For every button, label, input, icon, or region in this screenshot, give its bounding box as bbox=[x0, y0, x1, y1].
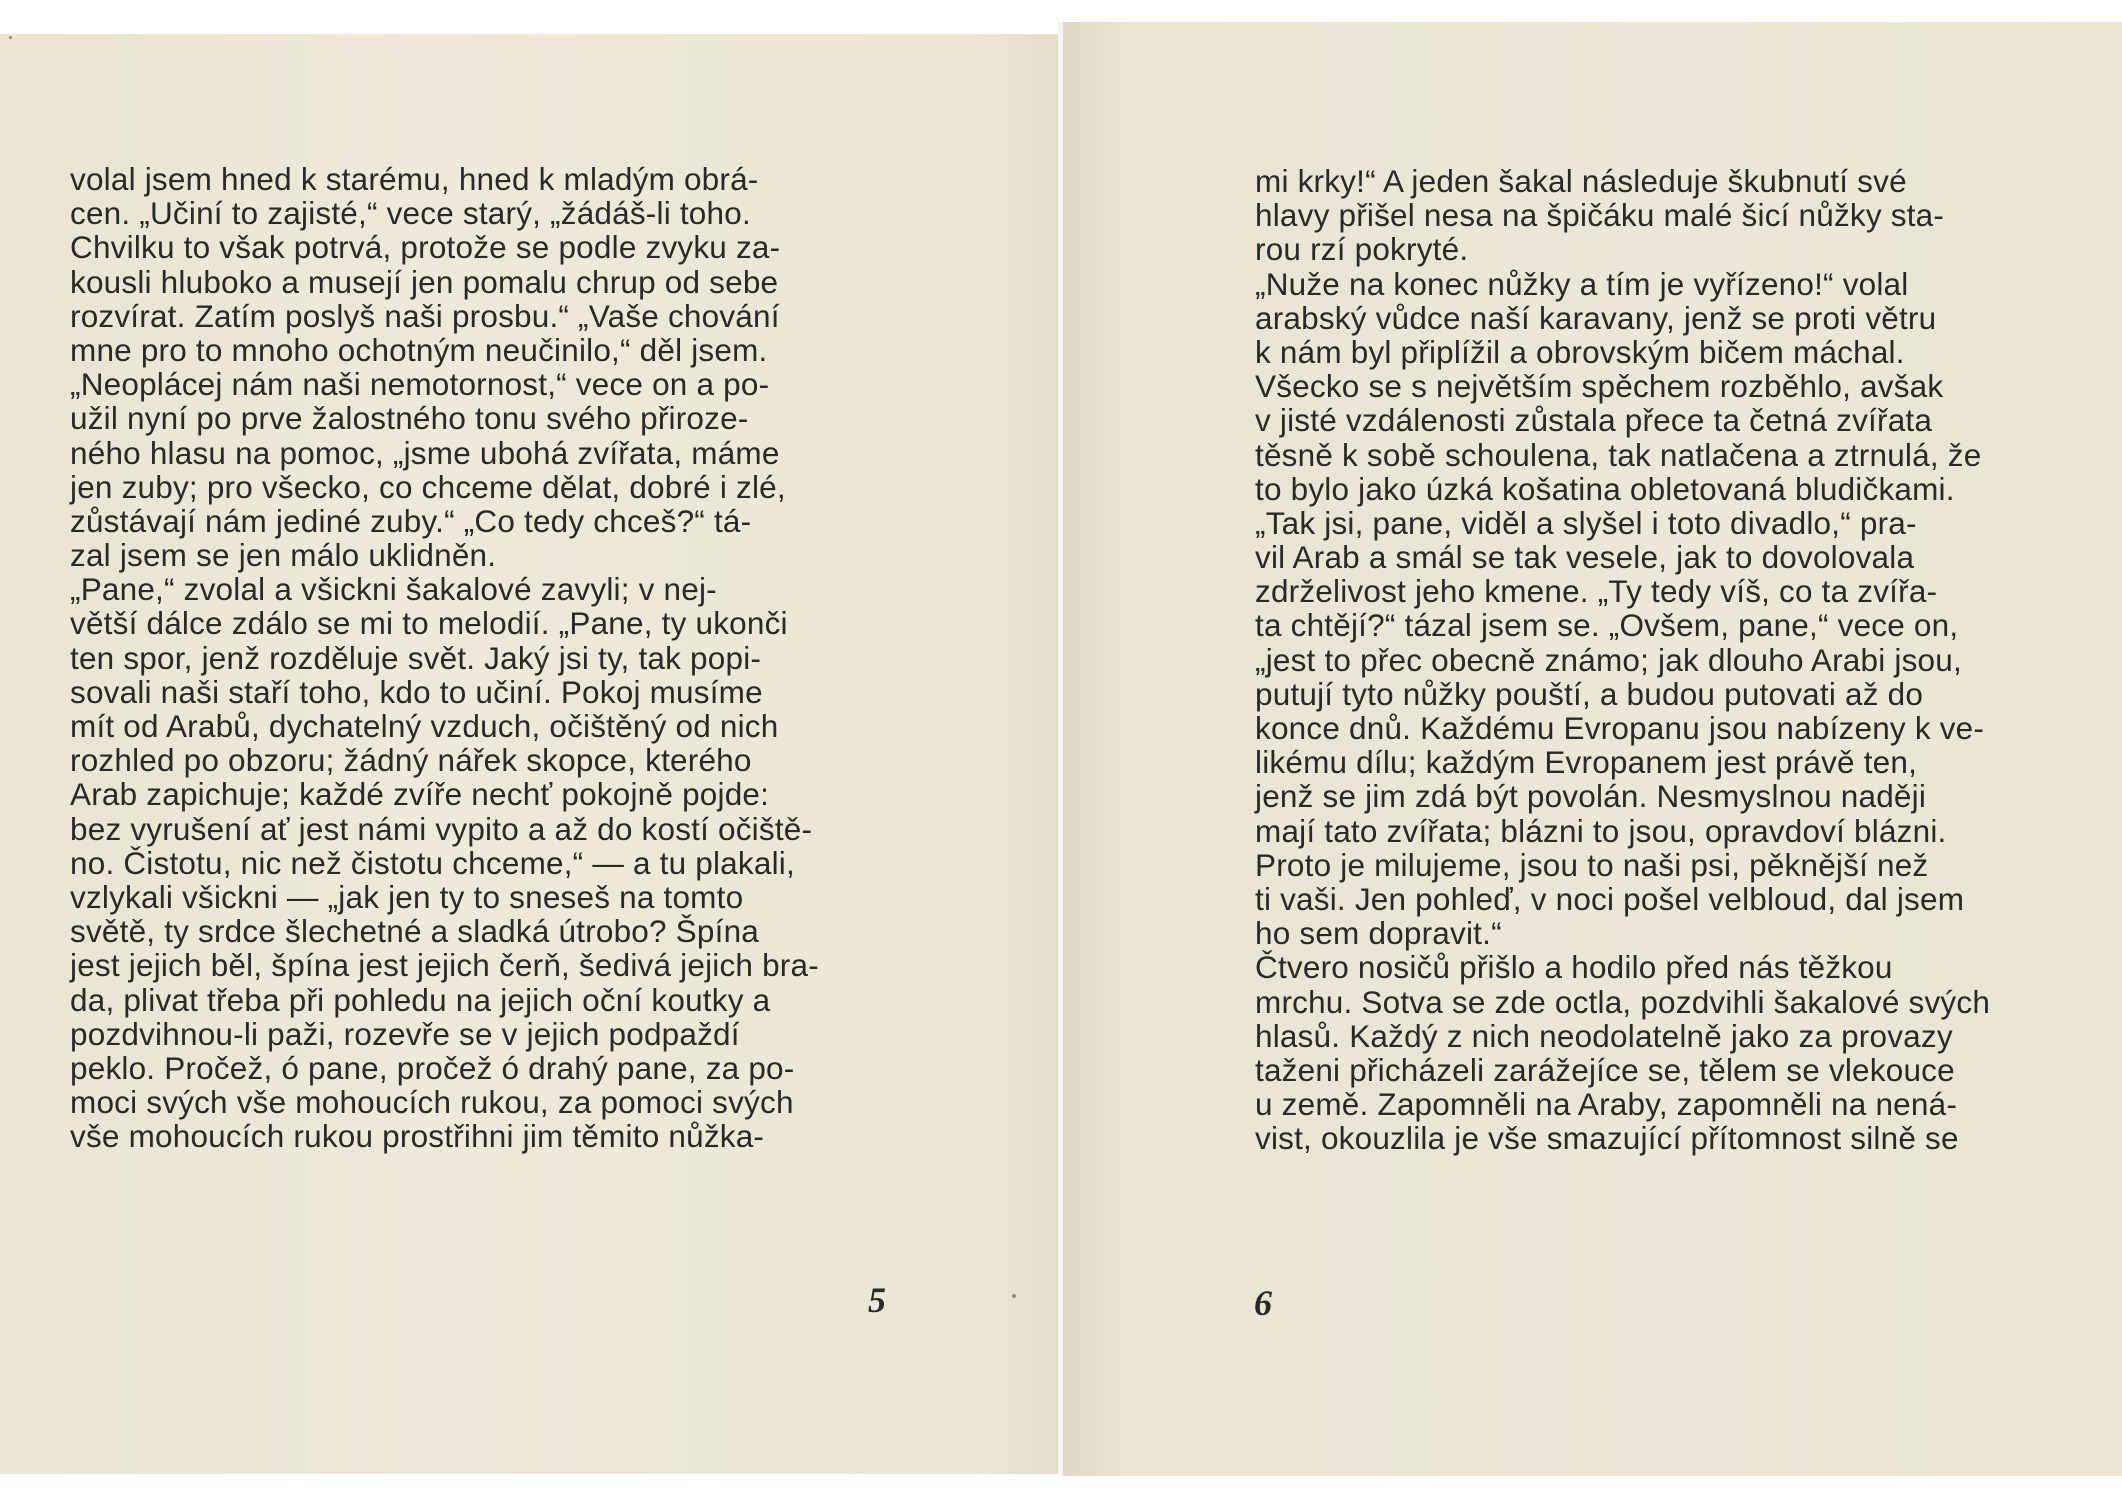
text-line: ti vaši. Jen pohleď, v noci pošel velbloud, dal jsem bbox=[1255, 880, 1965, 917]
left-page-number: 5 bbox=[868, 1280, 886, 1320]
text-line: mají tato zvířata; blázni to jsou, opravdoví blázni. bbox=[1255, 812, 1947, 849]
text-line: světě, ty srdce šlechetné a sladká útrobo? Špína bbox=[70, 913, 760, 950]
text-line: „Neoplácej nám naši nemotornost,“ vece on a po- bbox=[70, 366, 770, 403]
text-line: vzlykali všickni — „jak jen ty to sneseš na tomto bbox=[70, 878, 744, 915]
text-line: taženi přicházeli zarážejíce se, tělem se vlekouce bbox=[1255, 1051, 1955, 1088]
text-line: ten spor, jenž rozděluje svět. Jaký jsi ty, tak popi- bbox=[70, 639, 762, 676]
text-line: no. Čistotu, nic než čistotu chceme,“ — a tu plakali, bbox=[70, 844, 795, 881]
text-line: putují tyto nůžky pouští, a budou putovati až do bbox=[1255, 675, 1924, 712]
text-line: to bylo jako úzká košatina obletovaná bludičkami. bbox=[1255, 470, 1955, 507]
right-page bbox=[1063, 22, 2122, 1476]
text-line: ného hlasu na pomoc, „jsme ubohá zvířata, máme bbox=[70, 434, 780, 471]
text-line: sovali naši staří toho, kdo to učiní. Pokoj musíme bbox=[70, 673, 763, 710]
text-line: rozhled po obzoru; žádný nářek skopce, kterého bbox=[70, 742, 752, 779]
text-line: „Tak jsi, pane, viděl a slyšel i toto divadlo,“ pra- bbox=[1255, 504, 1917, 541]
text-line: Arab zapichuje; každé zvíře nechť pokojně pojde: bbox=[70, 776, 770, 813]
text-line: „jest to přec obecně známo; jak dlouho Arabi jsou, bbox=[1255, 641, 1962, 678]
text-line: hlavy přišel nesa na špičáku malé šicí nůžky sta- bbox=[1255, 197, 1945, 234]
text-line: peklo. Pročež, ó pane, pročež ó drahý pane, za po- bbox=[70, 1049, 795, 1086]
text-line: v jisté vzdálenosti zůstala přece ta četná zvířata bbox=[1255, 402, 1933, 439]
text-line: jest jejich běl, špína jest jejich čerň, šedivá jejich bra- bbox=[70, 947, 819, 984]
text-line: pozdvihnou-li paži, rozevře se v jejich podpaždí bbox=[70, 1015, 740, 1052]
text-line: hlasů. Každý z nich neodolatelně jako za provazy bbox=[1255, 1017, 1953, 1054]
right-page-number: 6 bbox=[1254, 1283, 1272, 1323]
text-line: zdrželivost jeho kmene. „Ty tedy víš, co ta zvířa- bbox=[1255, 573, 1938, 610]
text-line: mrchu. Sotva se zde octla, pozdvihli šakalové svých bbox=[1255, 983, 1991, 1020]
text-line: větší dálce zdálo se mi to melodií. „Pane, ty ukonči bbox=[70, 605, 788, 642]
text-line: „Pane,“ zvolal a všickni šakalové zavyli; v nej- bbox=[70, 571, 717, 608]
text-line: jenž se jim zdá být povolán. Nesmyslnou naději bbox=[1255, 778, 1927, 815]
text-line: zůstávají nám jediné zuby.“ „Co tedy chceš?“ tá- bbox=[70, 502, 752, 539]
text-line: mi krky!“ A jeden šakal následuje škubnutí své bbox=[1255, 163, 1907, 199]
right-page-text bbox=[1255, 164, 2075, 1155]
text-line: arabský vůdce naší karavany, jenž se proti větru bbox=[1255, 299, 1937, 336]
text-line: těsně k sobě schoulena, tak natlačena a ztrnulá, že bbox=[1255, 436, 1982, 473]
text-line: rozvírat. Zatím poslyš naši prosbu.“ „Vaše chování bbox=[70, 297, 780, 334]
text-line: k nám byl připlížil a obrovským bičem máchal. bbox=[1255, 333, 1905, 370]
text-line: vil Arab a smál se tak vesele, jak to dovolovala bbox=[1255, 539, 1915, 576]
text-line: „Nuže na konec nůžky a tím je vyřízeno!“ volal bbox=[1255, 265, 1909, 302]
text-line: bez vyrušení ať jest námi vypito a až do kostí očiště- bbox=[70, 810, 813, 847]
text-line: likému dílu; každým Evropanem jest právě ten, bbox=[1255, 744, 1918, 781]
text-line: Chvilku to však potrvá, protože se podle zvyku za- bbox=[70, 229, 781, 266]
paper-speck bbox=[1012, 1294, 1016, 1298]
text-line: rou rzí pokryté. bbox=[1255, 231, 1469, 268]
text-line: ho sem dopravit.“ bbox=[1255, 915, 1502, 952]
text-line: cen. „Učiní to zajisté,“ vece starý, „žádáš-li toho. bbox=[70, 195, 751, 232]
text-line: volal jsem hned k starému, hned k mladým obrá- bbox=[70, 161, 759, 197]
text-line: Čtvero nosičů přišlo a hodilo před nás těžkou bbox=[1255, 949, 1893, 986]
text-line: Proto je milujeme, jsou to naši psi, pěknější než bbox=[1255, 846, 1929, 883]
text-line: zal jsem se jen málo uklidněn. bbox=[70, 537, 497, 574]
text-line: mít od Arabů, dychatelný vzduch, očištěný od nich bbox=[70, 708, 779, 744]
text-line: vist, okouzlila je vše smazující přítomnost silně se bbox=[1255, 1120, 1959, 1157]
left-page-text bbox=[70, 162, 890, 1153]
text-line: moci svých vše mohoucích rukou, za pomoci svých bbox=[70, 1084, 794, 1121]
text-line: vše mohoucích rukou prostřihni jim těmito nůžka- bbox=[70, 1118, 765, 1155]
text-line: konce dnů. Každému Evropanu jsou nabízeny k ve- bbox=[1255, 710, 1985, 746]
text-line: ta chtějí?“ tázal jsem se. „Ovšem, pane,“ vece on, bbox=[1255, 607, 1959, 644]
text-line: u země. Zapomněli na Araby, zapomněli na nená- bbox=[1255, 1086, 1958, 1123]
text-line: užil nyní po prve žalostného tonu svého přiroze- bbox=[70, 400, 749, 437]
text-line: mne pro to mnoho ochotným neučinilo,“ děl jsem. bbox=[70, 331, 768, 368]
left-page bbox=[0, 34, 1060, 1474]
paper-speck bbox=[9, 36, 12, 39]
text-line: kousli hluboko a musejí jen pomalu chrup od sebe bbox=[70, 263, 779, 300]
text-line: da, plivat třeba při pohledu na jejich oční koutky a bbox=[70, 981, 771, 1018]
text-line: Všecko se s největším spěchem rozběhlo, avšak bbox=[1255, 368, 1944, 405]
text-line: jen zuby; pro všecko, co chceme dělat, dobré i zlé, bbox=[70, 468, 786, 505]
